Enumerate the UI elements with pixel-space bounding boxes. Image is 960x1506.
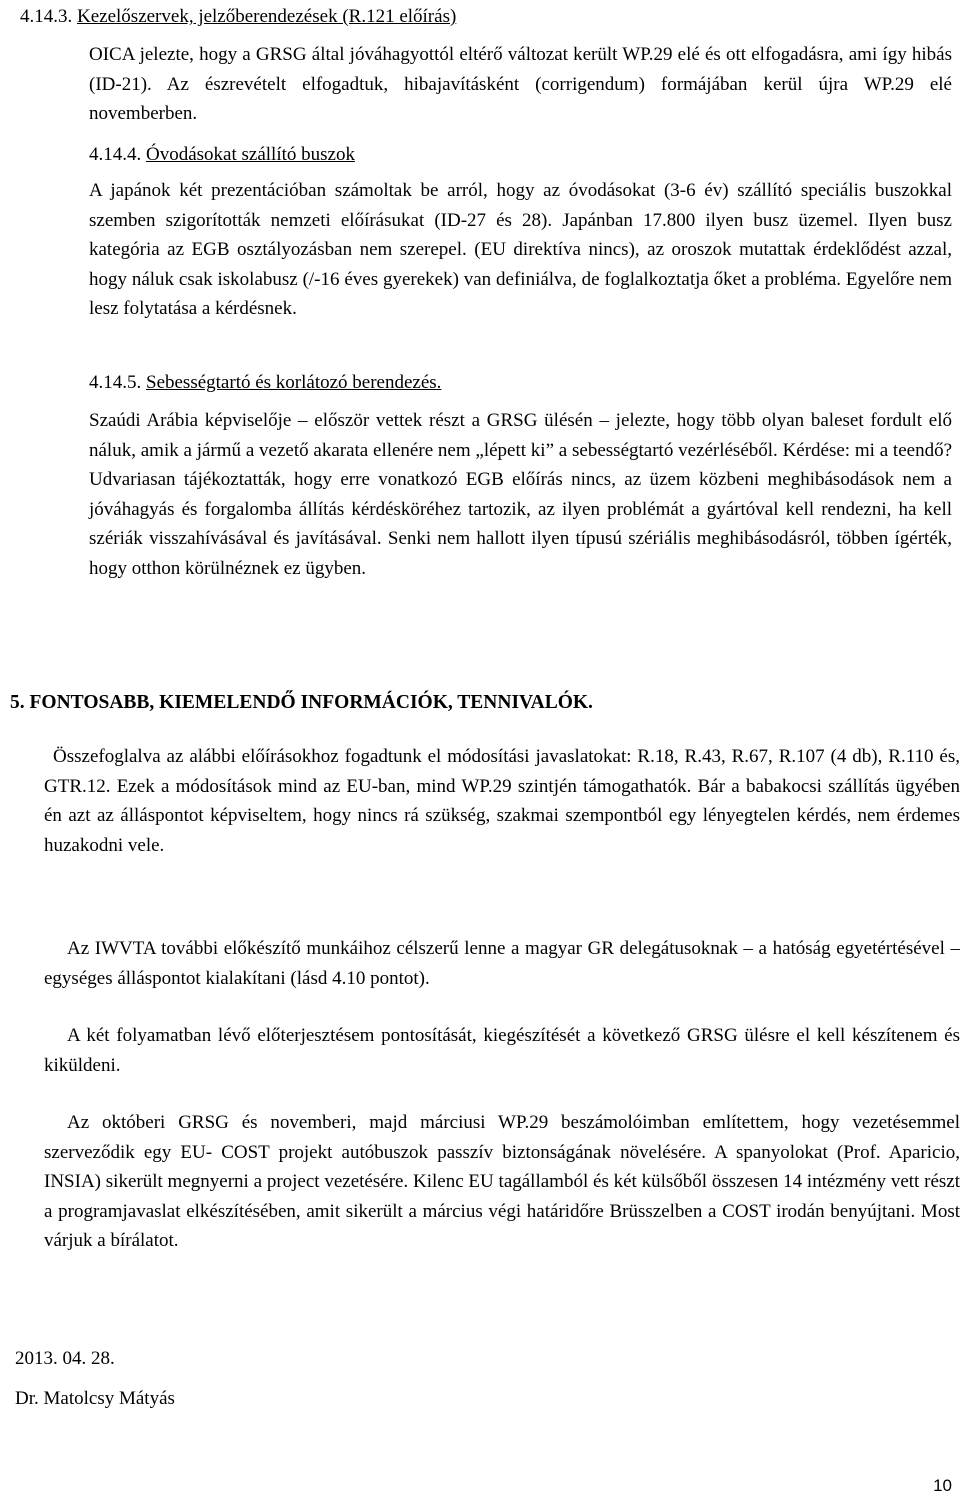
section-4-14-4-paragraph: A japánok két prezentációban számoltak be arról, hogy az óvodásokat (3-6 év) szállító speciális buszokkal szemben szigorították nemzeti előírásukat (ID-27 és 28). Japánban 17.800 ilyen busz üzemel. Ilyen busz kategória az EGB osztályozásban nem szerepel. (EU direktíva nincs), az oroszok mutattak érdeklődést azzal, hogy náluk csak iskolabusz (/-16 éves gyerekek) van definiálva, de foglalkoztatja őket a probléma. Egyelőre nem lesz folytatása a kérdésnek. [89,180,952,319]
section-number: 4.14.3. [20,6,73,27]
section-4-14-3-heading [20,2,940,32]
section-4-14-3-paragraph: OICA jelezte, hogy a GRSG által jóváhagyottól eltérő változat került WP.29 elé és ott elfogadásra, ami így hibás (ID-21). Az észrevételt elfogadtuk, hibajavításként (corrigendum) formájában kerül újra WP.29 elé novemberben. [89,44,952,124]
section-number: 4.14.5. [89,372,142,393]
section-title: Sebességtartó és korlátozó berendezés. [146,372,442,393]
item-5-1 [0,742,960,860]
item-number [0,742,53,772]
section-5-heading: 5. FONTOSABB, KIEMELENDŐ INFORMÁCIÓK, TENNIVALÓK. [10,692,593,713]
item-text: Az IWVTA további előkészítő munkáihoz célszerű lenne a magyar GR delegátusoknak – a hatóság egyetértésével – egységes álláspontot kialakítani (lásd 4.10 pontot). [44,938,960,989]
item-text: Az októberi GRSG és novemberi, majd márciusi WP.29 beszámolóimban említettem, hogy vezetésemmel szerveződik egy EU- COST projekt autóbuszok passzív biztonságának növelésére. A spanyolokat (Prof. Aparicio, INSIA) sikerült megnyerni a project vezetésére. Kilenc EU tagállamból és két külsőből összesen 14 intézmény vett részt a programjavaslat elkészítésében, amit sikerült a március végi határidőre Brüsszelben a COST irodán benyújtani. Most várjuk a bírálatot. [44,1112,960,1251]
section-4-14-5-heading [89,368,952,398]
page-number: 10 [933,1476,952,1495]
section-number: 4.14.4. [89,144,142,165]
item-number [0,1108,67,1138]
item-text: Összefoglalva az alábbi előírásokhoz fogadtunk el módosítási javaslatokat: R.18, R.43, R.67, R.107 (4 db), R.110 és, GTR.12. Ezek a módosítások mind az EU-ban, mind WP.29 szintjén támogathatók. Bár a babakocsi szállítás ügyében én azt az álláspontot képviseltem, hogy nincs rá szükség, szakmai szempontból egy lényegtelen kérdés, nem érdemes huzakodni vele. [44,746,960,856]
item-5-4 [0,1108,960,1256]
item-number [0,934,67,964]
section-4-14-5-paragraph: Szaúdi Arábia képviselője – először vettek részt a GRSG ülésén – jelezte, hogy több olyan baleset fordult elő náluk, amik a jármű a vezető akarata ellenére nem „lépett ki” a sebességtartó vezérléséből. Kérdése: mi a teendő? Udvariasan tájékoztatták, hogy erre vonatkozó EGB előírás nincs, az üzem közbeni meghibásodások nem a jóváhagyás és forgalomba állítás kérdésköréhez tartozik, az ilyen problémát a gyártóval kell rendezni, ha kell szériák visszahívásával és javításával. Senki nem hallott ilyen típusú szériális meghibásodásról, többen ígérték, hogy otthon körülnéznek ez ügyben. [89,410,952,579]
document-date: 2013. 04. 28. [15,1348,115,1369]
item-5-2 [0,934,960,993]
section-title: Kezelőszervek, jelzőberendezések (R.121 előírás) [77,6,457,27]
item-5-3 [0,1021,960,1080]
section-title: Óvodásokat szállító buszok [146,144,355,165]
signature: Dr. Matolcsy Mátyás [15,1388,175,1409]
section-4-14-4-heading [89,140,952,170]
item-text: A két folyamatban lévő előterjesztésem pontosítását, kiegészítését a következő GRSG ülésre el kell készítenem és kiküldeni. [44,1025,960,1076]
item-number [0,1021,67,1051]
